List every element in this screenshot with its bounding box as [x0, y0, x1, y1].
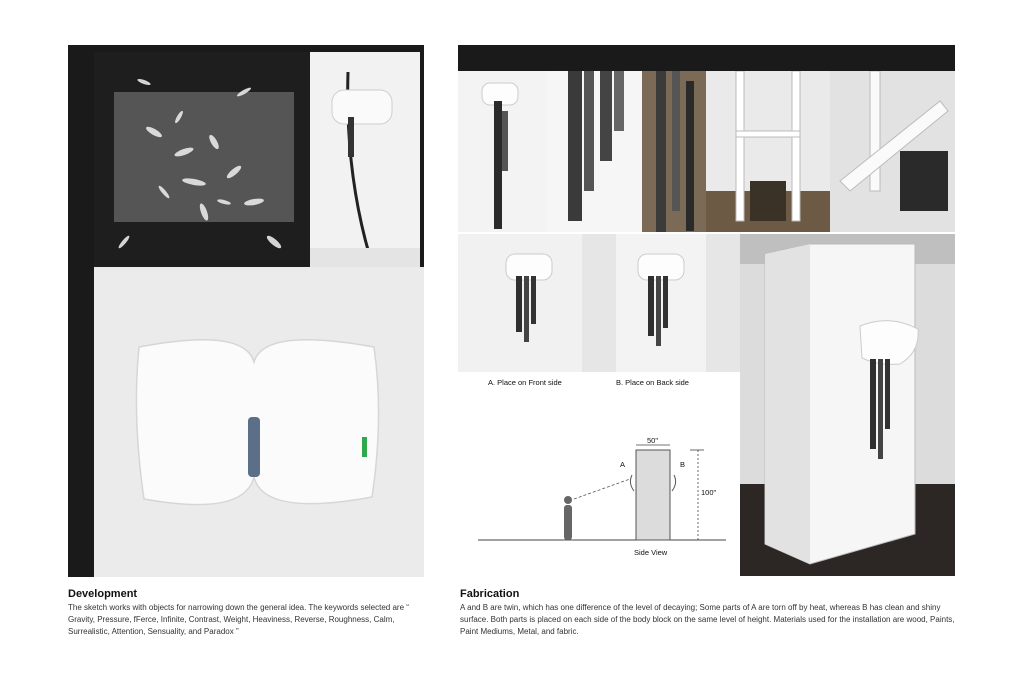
fabrication-photo-metal-bars [546, 71, 642, 232]
feathers-photo [94, 52, 310, 267]
placement-back-photo [616, 234, 740, 372]
side-a-label: A [620, 460, 626, 469]
side-view-diagram [458, 395, 738, 575]
side-view-caption: Side View [634, 548, 668, 557]
development-title: Development [68, 588, 138, 600]
right-page-header-bar [458, 45, 955, 71]
height-label: 100" [701, 488, 717, 497]
placement-front-photo [458, 234, 616, 372]
place-back-label: B. Place on Back side [616, 378, 689, 387]
fabrication-photo-rod-with-pillow [458, 71, 546, 232]
width-label: 50" [647, 436, 659, 445]
fabrication-photo-frame-angle [830, 71, 955, 232]
side-b-label: B [680, 460, 686, 469]
fabrication-photo-workbench [642, 71, 706, 232]
development-description: The sketch works with objects for narrowing down the general idea. The keywords selected are “ Gravity, Pressure, fFerce, Infinite, Contrast, Weight, Heaviness, Reverse, Roughness, Calm, Surrealistic, Attention, Sensuality, and Paradox ” [68, 603, 409, 636]
fabrication-title: Fabrication [460, 588, 520, 600]
large-pillow-photo [94, 267, 424, 577]
fabrication-description: A and B are twin, which has one difference of the level of decaying; Some parts of A are torn off by heat, whereas B has clean and shiny surface. Both parts is placed on each side of the body block on the same level of height. Materials used for the installation are wood, Paints, Paint Mediums, Metal, and fabric. [460, 603, 955, 636]
installation-photo [740, 234, 955, 576]
fabrication-photo-frame-box [706, 71, 830, 232]
pillow-rod-photo [310, 52, 420, 267]
place-front-label: A. Place on Front side [488, 378, 562, 387]
